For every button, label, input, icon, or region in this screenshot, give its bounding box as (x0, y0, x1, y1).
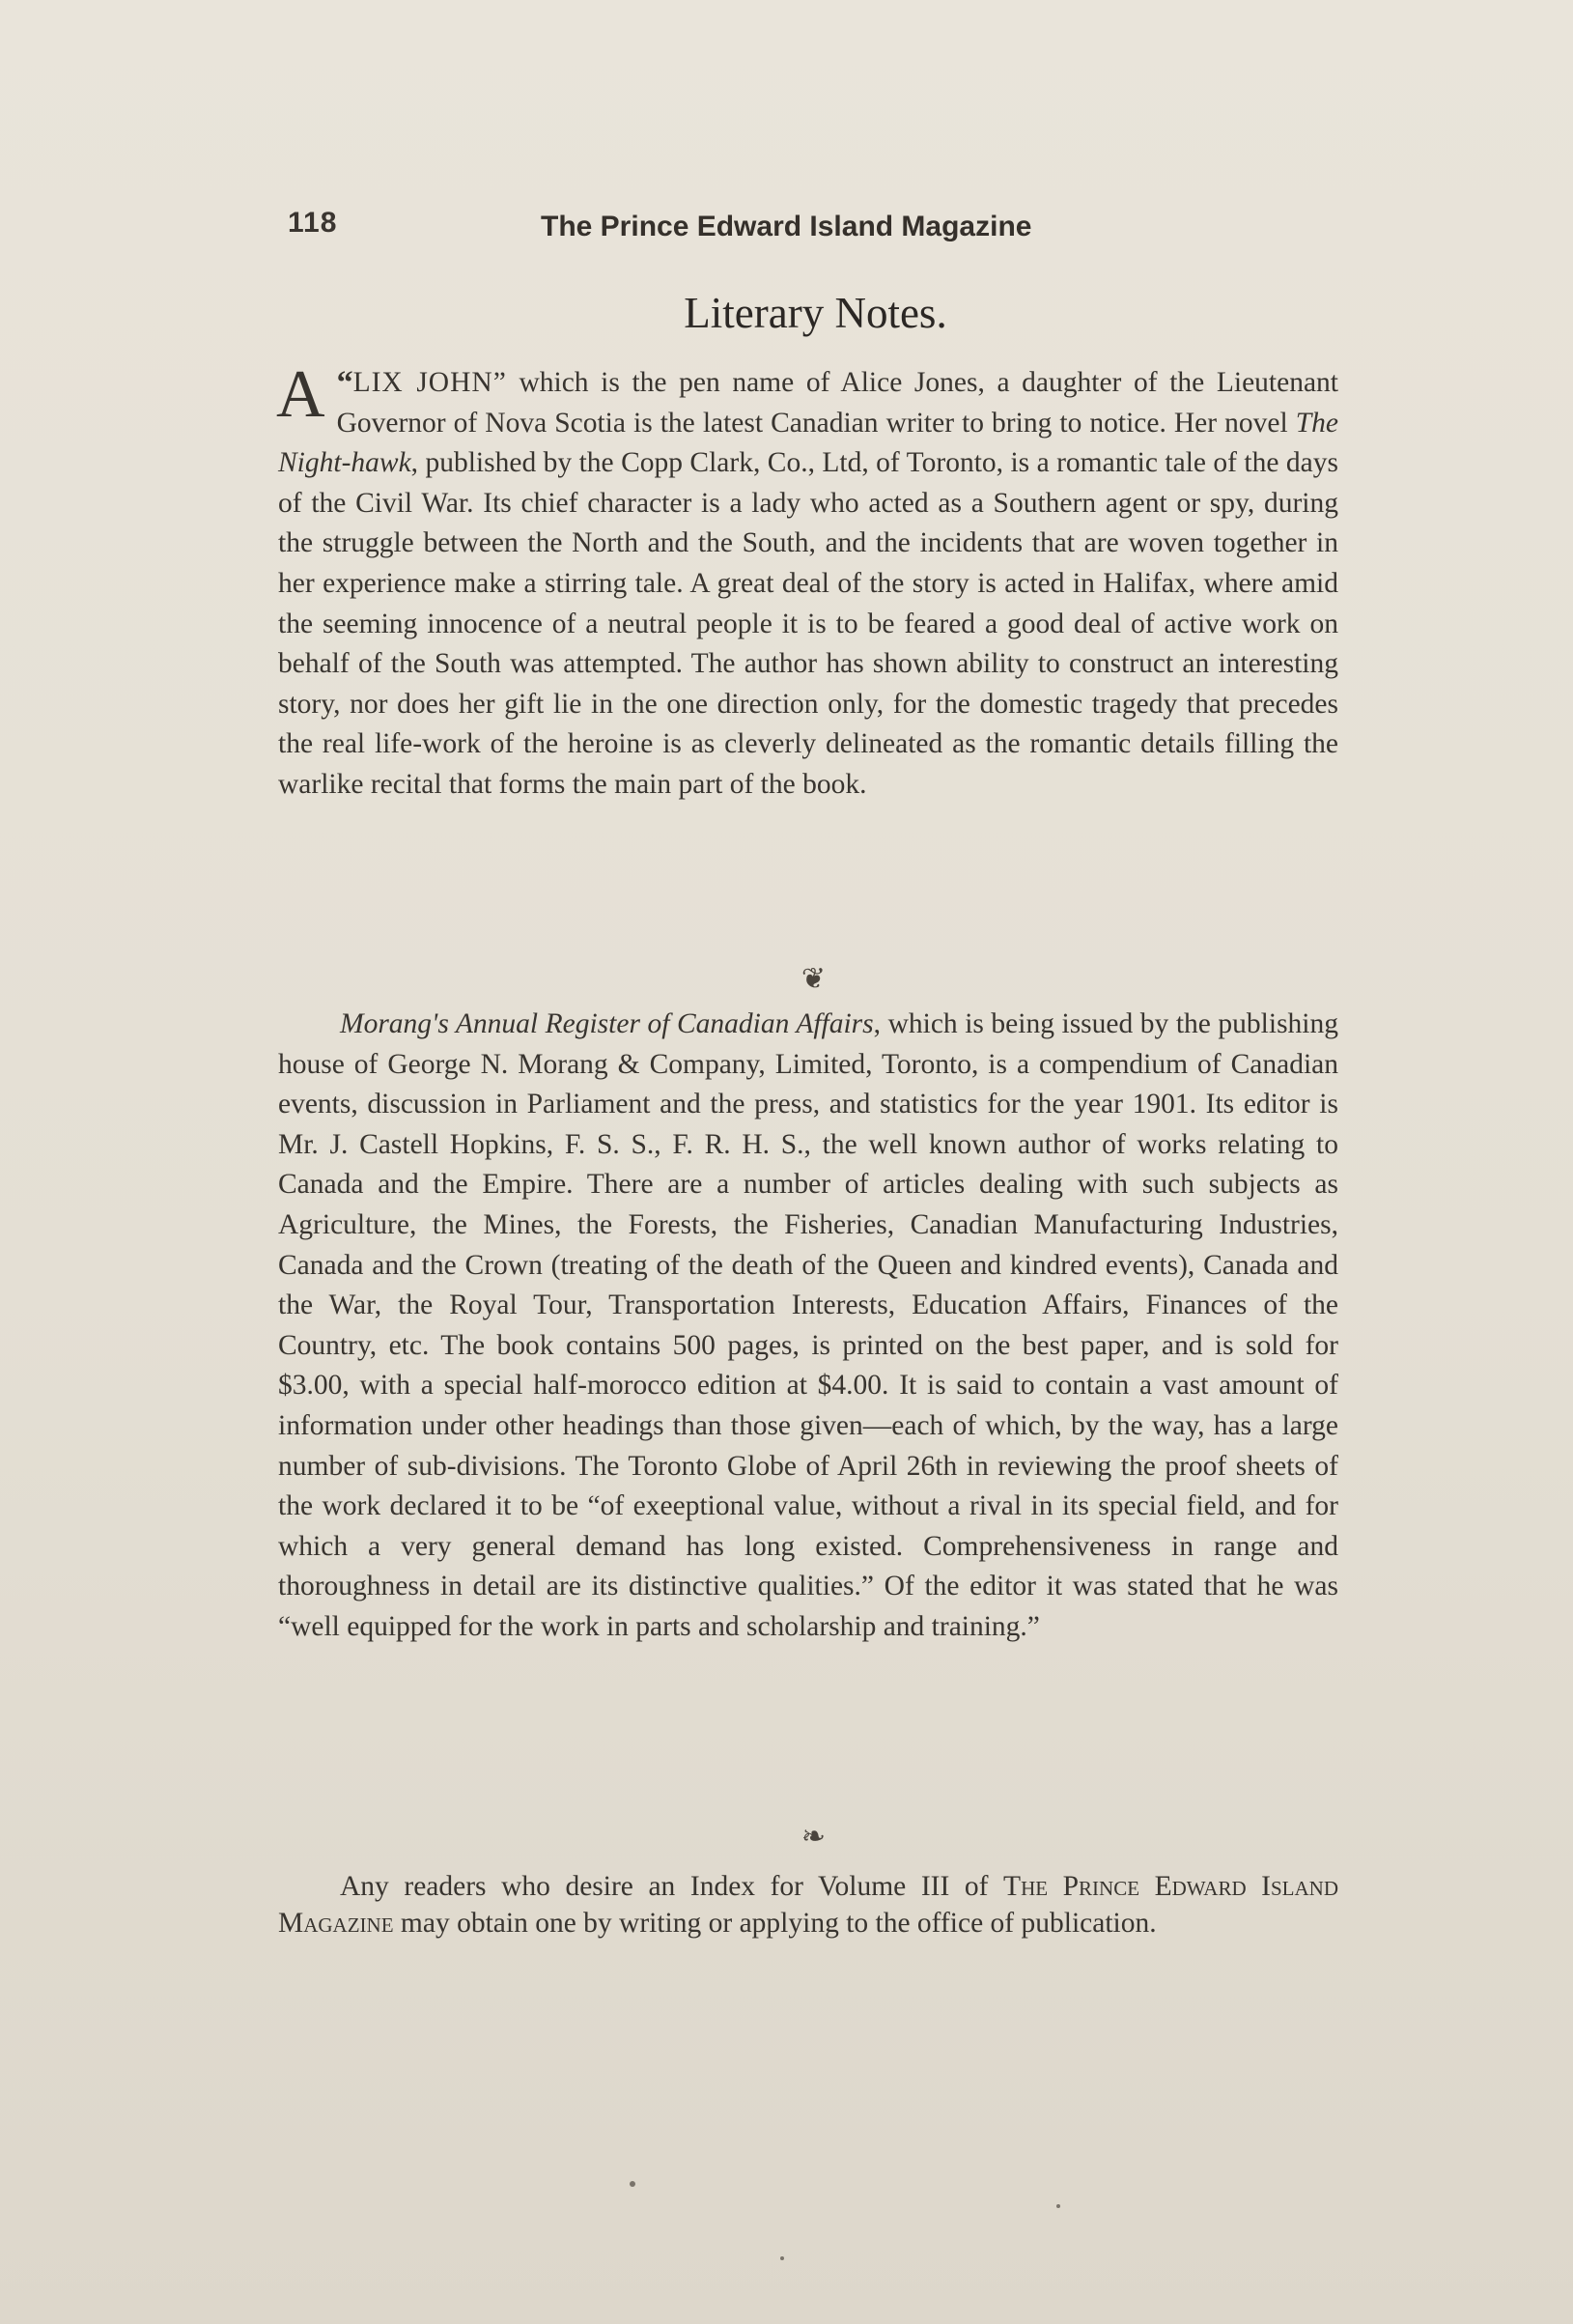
section-title: Literary Notes. (684, 289, 947, 337)
magazine-name: The Prince Edward Island Magazine (278, 1871, 1339, 1939)
register-title: Morang's Annual Register of Canadian Affairs (340, 1008, 874, 1039)
article1-text-a: which is the pen name of Alice Jones, a daughter of the Lieutenant Governor of Nova Scotia is the latest Canadian writer to bring to notice. Her novel (336, 367, 1338, 439)
notice-text-c: may obtain one by writing or applying to the office of publication. (393, 1908, 1157, 1939)
novel-title: The Night-hawk (278, 407, 1338, 479)
drop-cap: A (276, 357, 325, 432)
fleuron-ornament: ❦ (801, 963, 827, 995)
paper-speck (630, 2181, 635, 2187)
volume-number: III (920, 1871, 950, 1902)
running-title: The Prince Edward Island Magazine (541, 211, 1032, 242)
paper-speck (1056, 2204, 1060, 2208)
open-quote: “ (336, 365, 353, 401)
page-header (288, 201, 1336, 259)
notice-text-a: Any readers who desire an Index for Volume (340, 1871, 921, 1902)
notice-text-b: of (949, 1871, 1004, 1902)
index-notice (278, 1868, 1338, 1941)
article2-text: , which is being issued by the publishing house of George N. Morang & Company, Limited, Toronto, is a compendium of Canadian events, discussion in Parliament and the press, and statistics for the year 1901. Its editor is Mr. J. Castell Hopkins, F. S. S., F. R. H. S., the well known author of works relating to Canada and the Empire. There are a number of articles dealing with such subjects as Agriculture, the Mines, the Forests, the Fisheries, Canadian Manufacturing Industries, Canada and the Crown (treating of the death of the Queen and kindred events), Canada and the War, the Royal Tour, Transportation Interests, Education Affairs, Finances of the Country, etc. The book contains 500 pages, is printed on the best paper, and is sold for $3.00, with a special half-morocco edition at $4.00. It is said to contain a vast amount of information under other headings than those given—each of which, by the way, has a large number of sub-divisions. The Toronto Globe of April 26th in reviewing the proof sheets of the work declared it to be “of exeeptional value, without a rival in its special field, and for which a very general demand has long existed. Comprehensiveness in range and thoroughness in detail are its distinctive qualities.” Of the editor it was stated that he was “well equipped for the work in parts and scholarship and training.” (278, 1008, 1338, 1642)
article-morangs-register (278, 1005, 1338, 1648)
paper-speck (780, 2256, 784, 2260)
fleuron-ornament: ❧ (801, 1821, 827, 1853)
page-number: 118 (288, 207, 338, 239)
article1-text-b: , published by the Copp Clark, Co., Ltd, of Toronto, is a romantic tale of the days of the Civil War. Its chief character is a lady who acted as a Southern agent or spy, during the struggle between the North and the South, and the incidents that are woven together in her experience make a stirring tale. A great deal of the story is acted in Halifax, where amid the seeming innocence of a neutral people it is to be feared a good deal of active work on behalf of the South was attempted. The author has shown ability to construct an interesting story, nor does her gift lie in the one direction only, for the domestic tragedy that precedes the real life-work of the heroine is as cleverly delineated as the romantic details filling the warlike recital that forms the main part of the book. (278, 447, 1338, 800)
pen-name: LIX JOHN” (352, 367, 507, 398)
article-alix-john (276, 357, 1338, 806)
